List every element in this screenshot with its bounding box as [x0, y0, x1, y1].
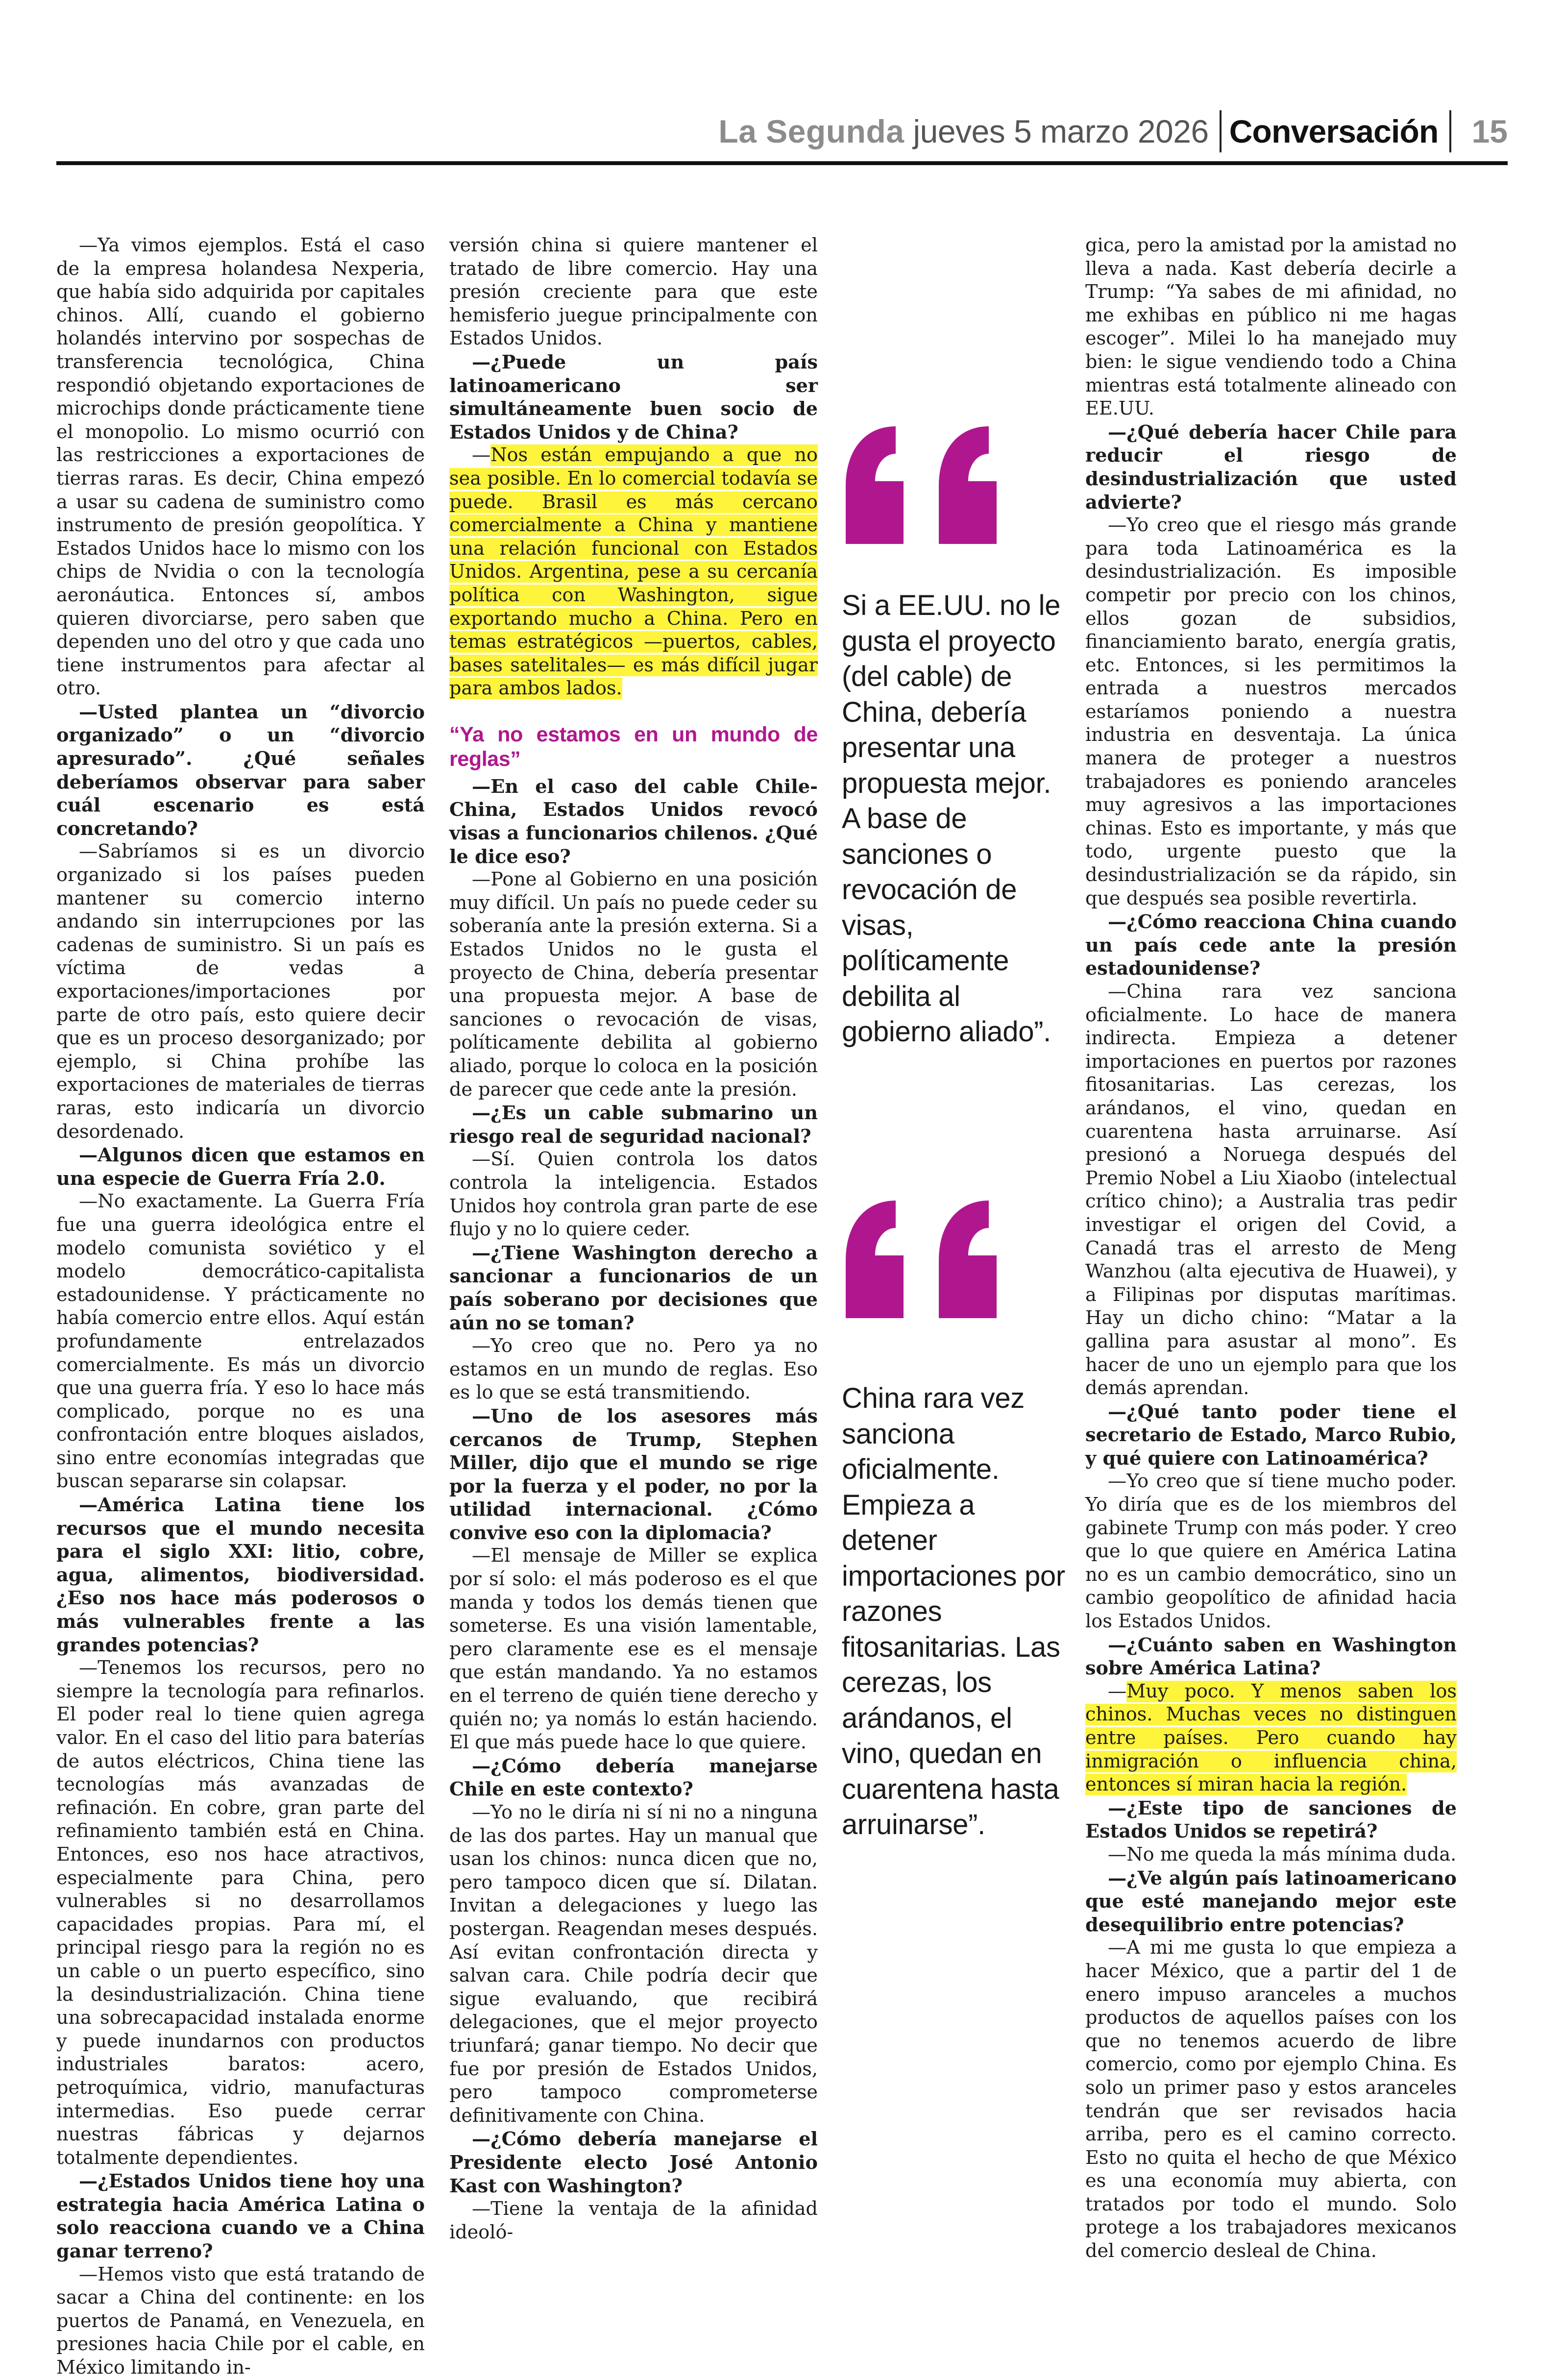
header-divider	[1220, 110, 1222, 152]
answer-paragraph: —No me queda la más mínima duda.	[1108, 1843, 1457, 1865]
header-divider	[1449, 110, 1451, 152]
continued-paragraph: versión china si quiere mantener el tratado de libre comercio. Hay una presión creciente para que este hemisferio juegue principalmente con Estados Unidos.	[449, 235, 818, 350]
issue-date: jueves 5 marzo 2026	[913, 113, 1209, 149]
question-paragraph: —¿Este tipo de sanciones de Estados Unidos se repetirá?	[1085, 1797, 1457, 1843]
page-header	[56, 104, 1508, 162]
article-column-2	[449, 234, 818, 2244]
open-quote-icon	[842, 426, 1018, 544]
question-paragraph: —¿Cómo debería manejarse el Presidente electo José Antonio Kast con Washington?	[449, 2128, 818, 2197]
page-number: 15	[1471, 113, 1508, 149]
answer-paragraph: —Yo creo que el riesgo más grande para toda Latinoamérica es la desindustrialización. Es imposible competir por precio con los chinos, ellos gozan de subsidios, financiamiento barato, energía gratis, etc. Entonces, si les permitimos la entrada a nuestros mercados estaríamos poniendo a nuestra industria en desventaja. La única manera de proteger a nuestros trabajadores es poniendo aranceles muy agresivos a las importaciones chinas. Esto es importante, y más que todo, urgente puesto que la desindustrialización se da rápido, sin que después sea posible revertirla.	[1085, 515, 1457, 909]
question-paragraph: —Usted plantea un “divorcio organizado” o un “divorcio apresurado”. ¿Qué señales deberíamos observar para saber cuál escenario es está concretando?	[56, 701, 425, 840]
answer-paragraph: —El mensaje de Miller se explica por sí solo: el más poderoso es el que manda y todos los demás tienen que someterse. Es una visión lamentable, pero claramente ese es el mensaje que están mandando. Ya no estamos en el terreno de quién tiene derecho y quién no; ya nomás lo están haciendo. El que más puede hace lo que quiere.	[449, 1545, 818, 1754]
question-paragraph: —¿Qué tanto poder tiene el secretario de Estado, Marco Rubio, y qué quiere con Latinoamérica?	[1085, 1400, 1457, 1470]
header-rule	[56, 161, 1508, 165]
answer-paragraph: —Tenemos los recursos, pero no siempre la tecnología para refinarlos. El poder real lo tiene quien agrega valor. En el caso del litio para baterías de autos eléctricos, China tiene las tecnologías más avanzadas de refinación. En cobre, gran parte del refinamiento también está en China. Entonces, eso nos hace atractivos, especialmente para China, pero vulnerables si no desarrollamos capacidades propias. Para mí, el principal riesgo para la región no es un cable o un puerto específico, sino la desindustrialización. China tiene una sobrecapacidad instalada enorme y puede inundarnos con productos industriales baratos: acero, petroquímica, vidrio, manufacturas intermedias. Eso puede cerrar nuestras fábricas y dejarnos totalmente dependientes.	[56, 1657, 425, 2169]
answer-paragraph: —Tiene la ventaja de la afinidad ideoló-	[449, 2198, 818, 2243]
answer-paragraph-highlighted	[1085, 1680, 1457, 1797]
pull-quote-text: Si a EE.UU. no le gusta el proyecto (del cable) de China, debería presentar una propuesta mejor. A base de sanciones o revocación de visas, políticamente debilita al gobierno aliado”.	[842, 589, 1061, 1048]
highlighted-text: Muy poco. Y menos saben los chinos. Muchas veces no distinguen entre países. Pero cuando hay inmigración o influencia china, entonces sí miran hacia la región.	[1085, 1680, 1457, 1796]
answer-paragraph: —Hemos visto que está tratando de sacar a China del continente: en los puertos de Panamá, en Venezuela, en presiones hacia Chile por el cable, en México limitando in-	[56, 2263, 425, 2379]
question-paragraph: —¿Cómo debería manejarse Chile en este contexto?	[449, 1755, 818, 1801]
continued-paragraph: gica, pero la amistad por la amistad no lleva a nada. Kast debería decirle a Trump: “Ya sabes de mi afinidad, no me exhibas en público ni me hagas escoger”. Milei lo ha manejado muy bien: le sigue vendiendo todo a China mientras está totalmente alineado con EE.UU.	[1085, 235, 1457, 420]
question-paragraph: —¿Cuánto saben en Washington sobre América Latina?	[1085, 1634, 1457, 1680]
answer-paragraph: —Pone al Gobierno en una posición muy difícil. Un país no puede ceder su soberanía ante la presión externa. Si a Estados Unidos no le gusta el proyecto de China, debería presentar una propuesta mejor. A base de sanciones o revocación de visas, políticamente debilita al gobierno aliado, porque lo coloca en la posición de parecer que cede ante la presión.	[449, 869, 818, 1101]
header-bar	[718, 107, 1508, 156]
answer-paragraph: —Yo no le diría ni sí ni no a ninguna de las dos partes. Hay un manual que usan los chinos: nunca dicen que no, pero tampoco dicen que sí. Dilatan. Invitan a delegaciones y luego las postergan. Reagendan meses después. Así evitan confrontación directa y salvan cara. Chile podría decir que sigue evaluando, que recibirá delegaciones, que el mejor proyecto triunfará; ganar tiempo. No decir que fue por presión de Estados Unidos, pero tampoco comprometerse definitivamente con China.	[449, 1802, 818, 2127]
question-paragraph: —América Latina tiene los recursos que el mundo necesita para el siglo XXI: litio, cobre, agua, alimentos, biodiversidad. ¿Eso nos hace más poderosos o más vulnerables frente a las grandes potencias?	[56, 1494, 425, 1656]
question-paragraph: —¿Ve algún país latinoamericano que esté manejando mejor este desequilibrio entre potencias?	[1085, 1867, 1457, 1936]
dash-prefix: —	[1108, 1680, 1127, 1702]
open-quote-icon	[842, 1201, 1018, 1318]
section-subhead: “Ya no estamos en un mundo de reglas”	[449, 722, 818, 771]
answer-paragraph: —No exactamente. La Guerra Fría fue una guerra ideológica entre el modelo comunista soviético y el modelo democrático-capitalista estadounidense. Y prácticamente no había comercio entre ellos. Aquí están profundamente entrelazados comercialmente. Es más un divorcio que una guerra fría. Y eso lo hace más complicado, porque no es una confrontación entre bloques aislados, sino entre economías integradas que buscan separarse sin colapsar.	[56, 1191, 425, 1493]
highlighted-text: Nos están empujando a que no sea posible. En lo comercial todavía se puede. Brasil es más cercano comercialmente a China y mantiene una relación funcional con Estados Unidos. Argentina, pese a su cercanía política con Washington, sigue exportando mucho a China. Pero en temas estratégicos —puertos, cables, bases satelitales— es más difícil jugar para ambos lados.	[449, 444, 818, 700]
question-paragraph: —¿Tiene Washington derecho a sancionar a funcionarios de un país soberano por decisiones que aún no se toman?	[449, 1242, 818, 1334]
answer-paragraph: —A mi me gusta lo que empieza a hacer México, que a partir del 1 de enero impuso aranceles a muchos productos de aquellos países con los que no tenemos acuerdo de libre comercio, como por ejemplo China. Es solo un primer paso y estos aranceles tendrán que ser revisados hacia arriba, pero es el camino correcto. Esto no quita el hecho de que México es una economía muy abierta, con tratados por todo el mundo. Solo protege a los trabajadores mexicanos del comercio desleal de China.	[1085, 1937, 1457, 2262]
answer-paragraph: —Sabríamos si es un divorcio organizado si los países pueden mantener su comercio interno andando sin interrupciones por las cadenas de suministro. Si un país es víctima de vedas a exportaciones/importaciones por parte de otro país, esto quiere decir que es un proceso desorganizado; por ejemplo, si China prohíbe las exportaciones de materiales de tierras raras, esto indicaría un divorcio desordenado.	[56, 841, 425, 1143]
answer-paragraph: —China rara vez sanciona oficialmente. Lo hace de manera indirecta. Empieza a detener importaciones en puertos por razones fitosanitarias. Las cerezas, los arándanos, el vino, quedan en cuarentena hasta arruinarse. Así presionó a Noruega después del Premio Nobel a Liu Xiaobo (intelectual crítico chino); a Australia tras pedir investigar el origen del Covid, a Canadá tras el arresto de Meng Wanzhou (alta ejecutiva de Huawei), y a Filipinas por disputas marítimas. Hay un dicho chino: “Matar a la gallina para asustar al mono”. Es hacer de uno un ejemplo para que los demás aprendan.	[1085, 981, 1457, 1399]
dash-prefix: —	[472, 444, 491, 466]
question-paragraph: —¿Qué debería hacer Chile para reducir el riesgo de desindustrialización que usted advierte?	[1085, 421, 1457, 514]
answer-paragraph: —Yo creo que no. Pero ya no estamos en un mundo de reglas. Eso es lo que se está transmitiendo.	[449, 1335, 818, 1404]
pull-quote-1	[842, 426, 1071, 1050]
question-paragraph: —¿Puede un país latinoamericano ser simultáneamente buen socio de Estados Unidos y de China?	[449, 351, 818, 443]
answer-paragraph: —Yo creo que sí tiene mucho poder. Yo diría que es de los miembros del gabinete Trump con más poder. Y creo que lo que quiere en América Latina no es un cambio democrático, sino un cambio geopolítico de afinidad hacia los Estados Unidos.	[1085, 1471, 1457, 1633]
answer-paragraph: —Sí. Quien controla los datos controla la inteligencia. Estados Unidos hoy controla gran parte de ese flujo y no lo quiere ceder.	[449, 1149, 818, 1241]
article-column-1	[56, 234, 425, 2380]
question-paragraph: —Algunos dicen que estamos en una especie de Guerra Fría 2.0.	[56, 1144, 425, 1190]
answer-paragraph-highlighted	[449, 444, 818, 701]
article-column-3	[1085, 234, 1457, 2263]
question-paragraph: —En el caso del cable Chile-China, Estados Unidos revocó visas a funcionarios chilenos. ¿Qué le dice eso?	[449, 775, 818, 868]
answer-paragraph: —Ya vimos ejemplos. Está el caso de la empresa holandesa Nexperia, que había sido adquirida por capitales chinos. Allí, cuando el gobierno holandés intervino por sospechas de transferencia tecnológica, China respondió objetando exportaciones de microchips donde prácticamente tiene el monopolio. Lo mismo ocurrió con las restricciones a exportaciones de tierras raras. Es decir, China empezó a usar su cadena de suministro como instrumento de presión geopolítica. Y Estados Unidos hace lo mismo con los chips de Nvidia o con la tecnología aeronáutica. Entonces sí, ambos quieren divorciarse, pero saben que dependen uno del otro y que cada uno tiene instrumentos para afectar al otro.	[56, 235, 425, 700]
question-paragraph: —¿Cómo reacciona China cuando un país cede ante la presión estadounidense?	[1085, 911, 1457, 980]
question-paragraph: —¿Estados Unidos tiene hoy una estrategia hacia América Latina o solo reacciona cuando ve a China ganar terreno?	[56, 2170, 425, 2263]
section-name: Conversación	[1229, 113, 1439, 149]
question-paragraph: —¿Es un cable submarino un riesgo real de seguridad nacional?	[449, 1102, 818, 1148]
pull-quote-text: China rara vez sanciona oficialmente. Empieza a detener importaciones por razones fitosanitarias. Las cerezas, los arándanos, el vino, quedan en cuarentena hasta arruinarse”.	[842, 1382, 1065, 1840]
newspaper-name: La Segunda	[718, 113, 904, 149]
question-paragraph: —Uno de los asesores más cercanos de Trump, Stephen Miller, dijo que el mundo se rige por la fuerza y el poder, no por la utilidad internacional. ¿Cómo convive eso con la diplomacia?	[449, 1405, 818, 1544]
pull-quote-2	[842, 1201, 1071, 1843]
